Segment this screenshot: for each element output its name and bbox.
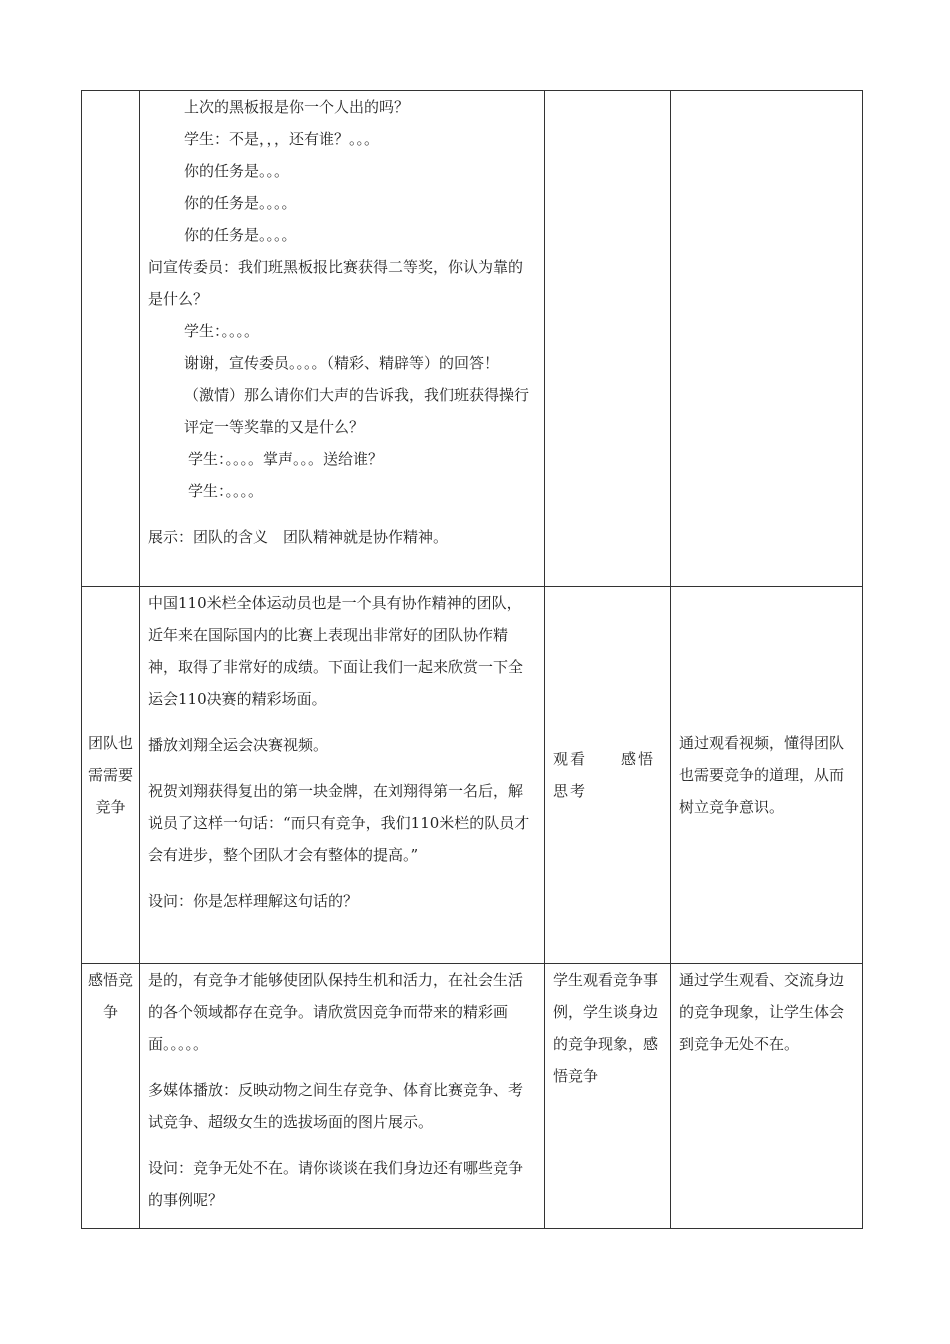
content-line: 你的任务是。。。 bbox=[184, 162, 290, 180]
content-paragraph: 设问：你是怎样理解这句话的？ bbox=[148, 892, 359, 910]
content-paragraph: 祝贺刘翔获得复出的第一块金牌，在刘翔得第一名后，解说员了这样一句话：“而只有竞争，我们110米栏的队员才会有进步，整个团队才会有整体的提高。” bbox=[148, 782, 530, 864]
design-intent-cell bbox=[671, 91, 863, 587]
content-line: 上次的黑板报是你一个人出的吗？ bbox=[184, 98, 410, 116]
content-paragraph: 是的，有竞争才能够使团队保持生机和活力，在社会生活的各个领域都存在竞争。请欣赏因竞争而带来的精彩画面。。。。。 bbox=[148, 971, 524, 1053]
content-line: 学生：。。。。掌声。。。送给谁？ bbox=[188, 450, 384, 468]
table-row bbox=[82, 91, 863, 587]
content-paragraph: 中国110米栏全体运动员也是一个具有协作精神的团队，近年来在国际国内的比赛上表现出非常好的团队协作精神，取得了非常好的成绩。下面让我们一起来欣赏一下全运会110决赛的精彩场面。 bbox=[148, 594, 524, 708]
content-line: 学生：不是，，，还有谁？。。。 bbox=[184, 130, 380, 148]
lesson-plan-table bbox=[81, 90, 863, 1229]
stage-cell: 感悟竞争 bbox=[82, 964, 140, 1229]
student-activity-cell: 观看 感悟思考 bbox=[545, 587, 671, 964]
student-activity-cell: 学生观看竞争事例，学生谈身边的竞争现象，感悟竞争 bbox=[545, 964, 671, 1229]
design-intent-cell: 通过学生观看、交流身边的竞争现象，让学生体会到竞争无处不在。 bbox=[671, 964, 863, 1229]
stage-cell bbox=[82, 91, 140, 587]
design-intent-cell: 通过观看视频，懂得团队也需要竞争的道理，从而树立竞争意识。 bbox=[671, 587, 863, 964]
content-paragraph: 多媒体播放：反映动物之间生存竞争、体育比赛竞争、考试竞争、超级女生的选拔场面的图片展示。 bbox=[148, 1081, 524, 1131]
content-line: 学生：。。。。 bbox=[184, 322, 260, 340]
table-row bbox=[82, 964, 863, 1229]
content-cell bbox=[140, 587, 545, 964]
content-line: 你的任务是。。。。 bbox=[184, 194, 297, 212]
content-line: 学生：。。。。 bbox=[188, 482, 264, 500]
content-line: 展示：团队的含义 团队精神就是协作精神。 bbox=[148, 528, 449, 546]
content-cell bbox=[140, 91, 545, 587]
stage-cell: 团队也需需要竞争 bbox=[82, 587, 140, 964]
content-line: （激情）那么请你们大声的告诉我，我们班获得操行评定一等奖靠的又是什么？ bbox=[184, 386, 530, 436]
content-paragraph: 播放刘翔全运会决赛视频。 bbox=[148, 736, 329, 754]
content-line: 谢谢，宣传委员。。。。（精彩、精辟等）的回答！ bbox=[184, 354, 500, 372]
student-activity-cell bbox=[545, 91, 671, 587]
content-line: 问宣传委员：我们班黑板报比赛获得二等奖，你认为靠的是什么？ bbox=[148, 258, 524, 308]
content-cell bbox=[140, 964, 545, 1229]
content-line: 你的任务是。。。。 bbox=[184, 226, 297, 244]
content-paragraph: 设问：竞争无处不在。请你谈谈在我们身边还有哪些竞争的事例呢？ bbox=[148, 1159, 524, 1209]
table-row bbox=[82, 587, 863, 964]
